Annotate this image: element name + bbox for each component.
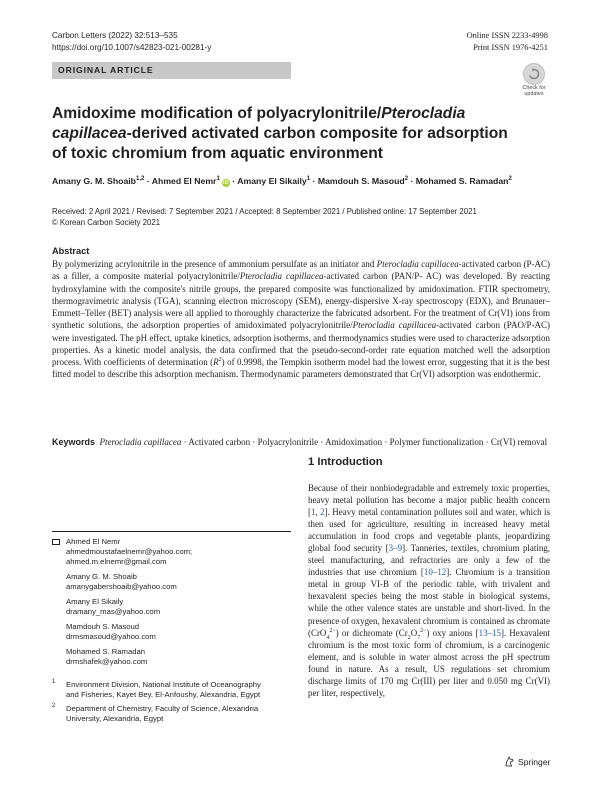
contact-name: Ahmed El Nemr xyxy=(66,537,121,546)
contact-entry xyxy=(66,647,147,667)
citation-link[interactable]: 2 xyxy=(320,507,325,518)
author-name[interactable]: Amany El Sikaily xyxy=(237,176,307,186)
contact-name: Mamdouh S. Masoud xyxy=(66,622,140,631)
contact-entry xyxy=(66,597,160,617)
contact-email[interactable]: amanygabershoaib@yahoo.com xyxy=(66,582,177,591)
issn-block xyxy=(467,30,548,54)
author-name[interactable]: Ahmed El Nemr xyxy=(151,176,217,186)
doi-link[interactable]: https://doi.org/10.1007/s42823-021-00281-y xyxy=(52,43,212,52)
affiliation-line: Environment Division, National Institute of Oceanography xyxy=(66,680,261,689)
journal-citation: Carbon Letters (2022) 32:513–535 xyxy=(52,31,178,40)
citation-link[interactable]: 10–12 xyxy=(423,567,447,578)
article-type-badge: ORIGINAL ARTICLE xyxy=(52,62,291,79)
keywords xyxy=(52,436,550,448)
title-part: Amidoxime modification of polyacrylonitrile/ xyxy=(52,105,382,122)
check-for-updates-icon xyxy=(523,63,545,85)
citation-link[interactable]: 3–9 xyxy=(388,543,403,554)
author-affiliation-sup: 2 xyxy=(404,176,409,183)
contact-name: Amany G. M. Shoaib xyxy=(66,572,137,581)
citation-link[interactable]: 13–15 xyxy=(478,627,501,638)
citation-link[interactable]: 1 xyxy=(310,507,316,518)
contact-entry xyxy=(66,622,156,642)
affiliation-number: 2 xyxy=(52,703,56,709)
abstract-heading: Abstract xyxy=(52,246,90,256)
contact-name: Amany El Sikaily xyxy=(66,597,124,606)
affiliation-line: Department of Chemistry, Faculty of Science, Alexandria xyxy=(66,704,259,713)
contact-email[interactable]: drmshafek@yahoo.com xyxy=(66,657,148,666)
updates-label: updates xyxy=(524,91,544,97)
introduction-text: Because of their nonbiodegradable and extremely toxic properties, heavy metal pollution has become a major public health concern [1, 2]. Heavy metal contamination pollutes soil and water, which is then used for agriculture, resulting in increased heavy metal accumulation in food crops and vegetable plants, jeopardizing global food security [3–9]. Tanneries, textiles, chromium plating, steel manufacturing, and refractories are only a few of the industries that use chromium [10–12]. Chromium is a transition metal in group VI-B of the periodic table, with trivalent and hexavalent species being the most stable in biological systems, while the other valence states are unstable and short-lived. In the presence of oxygen, hexavalent chromium is contained as chromate (CrO$_4^{2-}$) or dichromate $(Cr_2O_7^{2-})$ oxy anions [13–15]. Hexavalent chromium is the most toxic form of chromium, is a carcinogenic element, and is soluble in water almost across the pH spectrum found in nature. As a result, US regulations set chromium discharge limits of 170 mg Cr(III) per liter and 0.050 mg Cr(VI) per liter, respectively, xyxy=(308,483,551,698)
online-issn: Online ISSN 2233-4998 xyxy=(466,31,548,40)
author-affiliation-sup: 1 xyxy=(216,176,220,183)
history-dates: Received: 2 April 2021 / Revised: 7 September 2021 / Accepted: 8 September 2021 / Published online: 17 September 2021 xyxy=(52,207,477,216)
affiliation-line: University, Alexandria, Egypt xyxy=(66,714,164,723)
contact-email[interactable]: drmsmasoud@yahoo.com xyxy=(66,632,156,641)
affiliation-number: 1 xyxy=(52,679,56,685)
section-heading-introduction: 1 Introduction xyxy=(308,456,383,468)
article-title xyxy=(52,104,522,164)
check-for-label: Check for xyxy=(522,85,546,91)
author-name[interactable]: Amany G. M. Shoaib xyxy=(52,176,136,186)
footnote-divider xyxy=(52,531,291,532)
publication-dates xyxy=(52,206,477,228)
publisher-logo xyxy=(504,756,550,767)
affiliation-line: and Fisheries, Kayet Bey, El-Anfoushy, Alexandria, Egypt xyxy=(66,690,261,699)
envelope-icon xyxy=(52,539,60,545)
contact-entry xyxy=(66,572,177,592)
journal-header xyxy=(52,30,211,54)
contact-email[interactable]: ahmedmoustafaelnemr@yahoo.com; xyxy=(66,547,193,556)
title-part: -derived activated carbon composite for adsorption of toxic chromium from aquatic environment xyxy=(52,125,508,162)
publisher-name: Springer xyxy=(518,756,551,767)
author-affiliation-sup: 1,2 xyxy=(136,176,145,183)
author-affiliation-sup: 2 xyxy=(508,176,512,183)
contact-email[interactable]: ahmed.m.elnemr@gmail.com xyxy=(66,557,167,566)
author-name[interactable]: Mohamed S. Ramadan xyxy=(415,176,509,186)
contact-email[interactable]: dramany_mas@yahoo.com xyxy=(66,607,161,616)
orcid-icon[interactable]: iD xyxy=(223,180,229,186)
check-for-updates-button[interactable] xyxy=(515,63,553,97)
keywords-label: Keywords xyxy=(52,437,96,447)
author-list: Amany G. M. Shoaib$^{1,2}$ · Ahmed El Nemr$^1$iD · Amany El Sikaily$^1$ · Mamdouh S. Masoud$^2$ · Mohamed S. Ramadan$^2$ xyxy=(52,176,512,186)
author-name[interactable]: Mamdouh S. Masoud xyxy=(317,176,405,186)
print-issn: Print ISSN 1976-4251 xyxy=(473,43,548,52)
abstract-text: By polymerizing acrylonitrile in the presence of ammonium persulfate as an initiator and Pterocladia capillacea-activated carbon (P-AC) as a filler, a composite material polyacrylonitrile/Pterocladia capillacea-activated carbon (PAN/P- AC) was developed. By reacting hydroxylamine with the composite's nitrile groups, the prepared composite was functionalized by amidoximation. FTIR spectrometry, thermogravimetric analysis (TGA), scanning electron microscopy (SEM), energy-dispersive X-ray spectroscopy (EDX), and Brunauer–Emmett–Teller (BET) analysis were all applied to thoroughly characterize the fabricated adsorbent. For the treatment of Cr(VI) ions from synthetic solutions, the adsorption properties of amidoximated polyacrylonitrile/Pterocladia capillacea-activated carbon (PAO/P-AC) were investigated. The pH effect, uptake kinetics, adsorption isotherms, and thermodynamics studies were used to characterize adsorption properties. As a kinetic model analysis, the data confirmed that the pseudo-second-order rate equation matched well the adsorption process. With coefficients of determination $(R^2)$ of 0.9998, the Tempkin isotherm model had the lowest error, suggesting that it is the best fitted model to describe this adsorption mechanism. Thermodynamic parameters demonstrated that Cr(VI) adsorption was endothermic. xyxy=(52,259,550,380)
keyword-list: · Activated carbon · Polyacrylonitrile · Amidoximation · Polymer functionalization · Cr(VI) removal xyxy=(181,437,548,447)
contact-entry xyxy=(66,537,192,567)
springer-horse-icon xyxy=(504,756,515,767)
copyright-line: © Korean Carbon Society 2021 xyxy=(52,218,161,227)
author-affiliation-sup: 1 xyxy=(306,176,311,183)
keyword: Pterocladia capillacea xyxy=(99,437,182,447)
contact-name: Mohamed S. Ramadan xyxy=(66,647,146,656)
title-species: Pterocladia capillacea xyxy=(52,105,466,142)
